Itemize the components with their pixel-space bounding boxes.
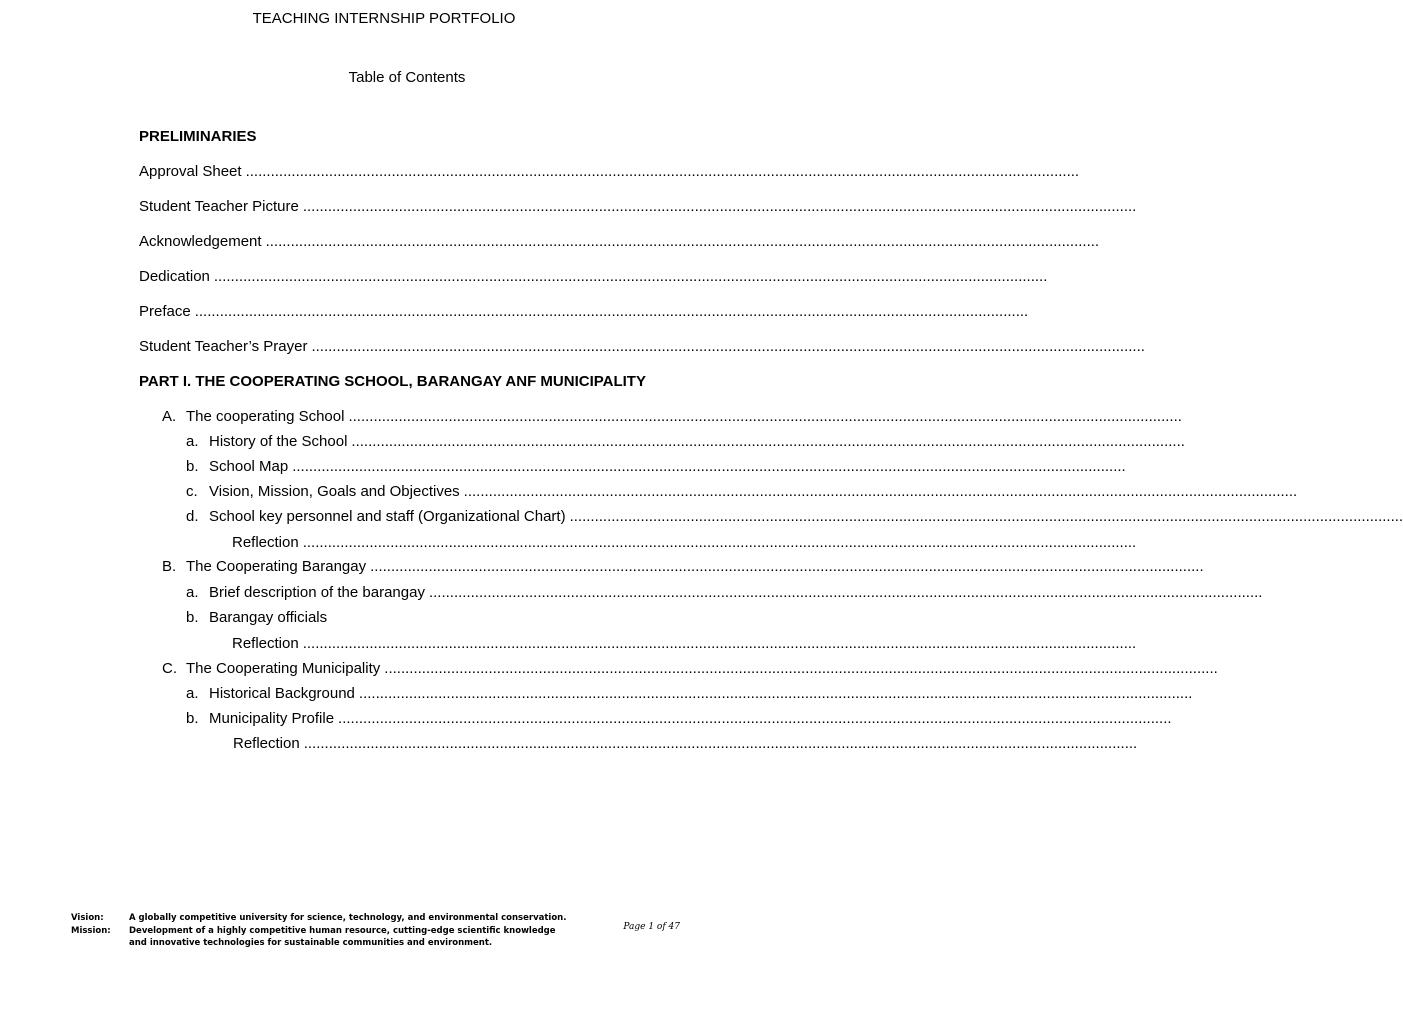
footer-vision-text: A globally competitive university for science, technology, and environmental conservation.	[129, 913, 567, 923]
sub-marker: b.	[186, 609, 199, 626]
toc-entry-label: Historical Background	[209, 685, 355, 702]
toc-entry[interactable]	[139, 163, 1080, 181]
toc-entry[interactable]	[186, 660, 1218, 678]
leader-dots: ........................................................................................................................................................................................................	[302, 635, 1137, 652]
toc-entry-label: The Cooperating Barangay	[186, 558, 367, 575]
toc-entry[interactable]	[139, 338, 1145, 356]
toc-entry-label: Brief description of the barangay	[209, 584, 425, 601]
toc-entry[interactable]	[233, 735, 1138, 753]
reflection-label: Reflection	[232, 534, 299, 551]
leader-dots: ........................................................................................................................................................................................................	[303, 735, 1138, 752]
toc-entry[interactable]	[209, 508, 1403, 526]
document-header: TEACHING INTERNSHIP PORTFOLIO	[252, 10, 516, 27]
preliminaries-heading: PRELIMINARIES	[139, 128, 257, 145]
toc-entry-label: Student Teacher’s Prayer	[139, 338, 308, 355]
sub-marker: a.	[186, 584, 199, 601]
toc-entry[interactable]	[209, 685, 1193, 703]
leader-dots: ........................................................................................................................................................................................................	[348, 408, 1182, 425]
toc-entry[interactable]	[139, 233, 1100, 251]
leader-dots: ........................................................................................................................................................................................................	[213, 268, 1048, 285]
toc-entry-label: Acknowledgement	[139, 233, 262, 250]
toc-entry-label: The cooperating School	[186, 408, 345, 425]
leader-dots: ........................................................................................................................................................................................................	[463, 483, 1298, 500]
sub-marker: a.	[186, 433, 199, 450]
toc-entry[interactable]	[232, 635, 1137, 653]
leader-dots: ........................................................................................................................................................................................................	[358, 685, 1193, 702]
footer-vision-label: Vision:	[71, 913, 104, 923]
leader-dots: ........................................................................................................................................................................................................	[265, 233, 1100, 250]
leader-dots: ........................................................................................................................................................................................................	[370, 558, 1204, 575]
toc-entry-label: Approval Sheet	[139, 163, 242, 180]
footer-mission-text: and innovative technologies for sustainable communities and environment.	[129, 938, 493, 948]
toc-entry-label[interactable]: Barangay officials	[209, 609, 328, 626]
leader-dots: ........................................................................................................................................................................................................	[338, 710, 1172, 727]
sub-marker: d.	[186, 508, 199, 525]
sub-marker: c.	[186, 483, 198, 500]
toc-entry-label: Vision, Mission, Goals and Objectives	[209, 483, 460, 500]
page-number: Page 1 of 47	[623, 922, 680, 932]
sub-marker: b.	[186, 458, 199, 475]
leader-dots: ........................................................................................................................................................................................................	[292, 458, 1126, 475]
reflection-label: Reflection	[233, 735, 300, 752]
footer-mission-text: Development of a highly competitive human resource, cutting-edge scientific knowledge	[129, 926, 556, 936]
toc-entry[interactable]	[186, 408, 1182, 426]
leader-dots: ........................................................................................................................................................................................................	[302, 534, 1137, 551]
leader-dots: ........................................................................................................................................................................................................	[384, 660, 1218, 677]
section-marker: C.	[162, 660, 177, 677]
toc-entry-label: Dedication	[139, 268, 210, 285]
leader-dots: ........................................................................................................................................................................................................	[569, 508, 1403, 525]
section-marker: A.	[162, 408, 177, 425]
toc-entry-label: Municipality Profile	[209, 710, 335, 727]
toc-entry[interactable]	[139, 303, 1029, 321]
leader-dots: ........................................................................................................................................................................................................	[311, 338, 1145, 355]
reflection-label: Reflection	[232, 635, 299, 652]
toc-entry-label: History of the School	[209, 433, 348, 450]
toc-entry[interactable]	[209, 458, 1126, 476]
leader-dots: ........................................................................................................................................................................................................	[351, 433, 1185, 450]
sub-marker: a.	[186, 685, 199, 702]
toc-entry-label: School Map	[209, 458, 289, 475]
toc-entry[interactable]	[209, 433, 1185, 451]
toc-entry-label: Student Teacher Picture	[139, 198, 299, 215]
toc-entry-label: The Cooperating Municipality	[186, 660, 381, 677]
section-marker: B.	[162, 558, 177, 575]
toc-entry-label: Preface	[139, 303, 191, 320]
footer-mission-label: Mission:	[71, 926, 111, 936]
toc-entry[interactable]	[232, 534, 1137, 552]
toc-entry-label: School key personnel and staff (Organizational Chart)	[209, 508, 566, 525]
toc-entry[interactable]	[139, 198, 1137, 216]
part1-heading: PART I. THE COOPERATING SCHOOL, BARANGAY ANF MUNICIPALITY	[139, 373, 646, 390]
leader-dots: ........................................................................................................................................................................................................	[428, 584, 1263, 601]
leader-dots: ........................................................................................................................................................................................................	[194, 303, 1029, 320]
toc-title: Table of Contents	[348, 69, 466, 86]
leader-dots: ........................................................................................................................................................................................................	[245, 163, 1080, 180]
toc-entry[interactable]	[209, 584, 1263, 602]
toc-entry[interactable]	[209, 710, 1172, 728]
toc-entry[interactable]	[139, 268, 1048, 286]
sub-marker: b.	[186, 710, 199, 727]
toc-entry[interactable]	[209, 483, 1298, 501]
toc-entry[interactable]	[186, 558, 1204, 576]
leader-dots: ........................................................................................................................................................................................................	[302, 198, 1137, 215]
